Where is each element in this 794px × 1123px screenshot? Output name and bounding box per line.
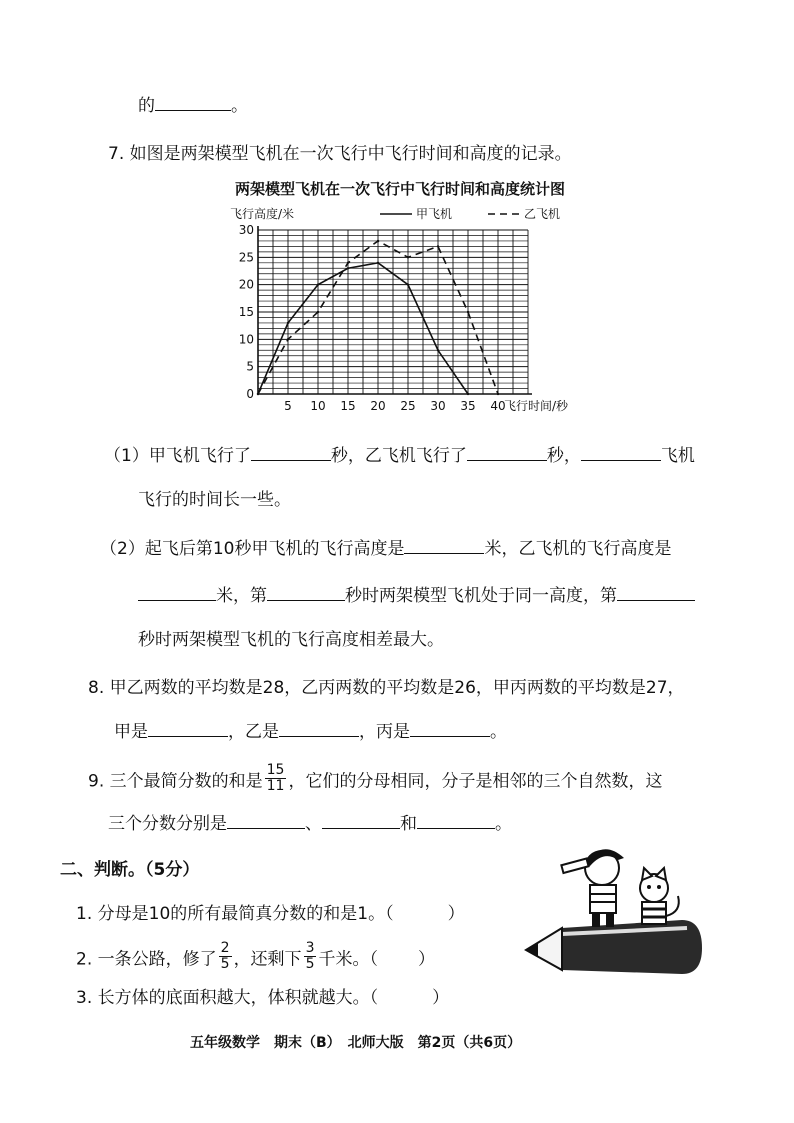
part-label: （2） <box>100 539 145 559</box>
question-text-2: ，它们的分母相同，分子是相邻的三个自然数，这 <box>288 771 663 792</box>
part-text-2: 米，乙飞机的飞行高度是 <box>484 539 672 559</box>
x-tick-label: 35 <box>460 399 476 413</box>
flight-chart <box>180 172 620 417</box>
fraction <box>219 941 232 972</box>
data-point <box>437 349 439 351</box>
data-point <box>467 311 469 313</box>
part-text-4: 飞机 <box>660 446 695 466</box>
answer-blank[interactable] <box>227 812 305 829</box>
question-9-answers <box>108 812 512 836</box>
y-tick-label: 0 <box>246 387 254 401</box>
question-7-part-1 <box>104 444 695 468</box>
data-point <box>407 256 409 258</box>
end-mark: 。 <box>495 814 512 834</box>
question-9 <box>88 762 663 797</box>
answer-blank[interactable] <box>251 444 331 461</box>
answer-blank[interactable] <box>417 812 495 829</box>
question-7-part-2 <box>100 537 671 561</box>
paren-close: ） <box>447 904 465 924</box>
x-tick-label: 40 <box>490 399 506 413</box>
x-tick-label: 20 <box>370 399 386 413</box>
label-bing: ，丙是 <box>359 722 410 742</box>
item-text: 分母是10的所有最简真分数的和是1。（ <box>97 904 394 924</box>
y-tick-label: 10 <box>238 332 254 347</box>
answer-blank[interactable] <box>322 812 400 829</box>
x-tick-label: 10 <box>310 399 326 413</box>
fraction <box>304 941 317 972</box>
end-mark: 。 <box>490 722 507 742</box>
item-number: 2. <box>76 949 93 970</box>
question-7-part-2-line2 <box>138 584 695 608</box>
answer-blank[interactable] <box>267 584 345 601</box>
paren-close: ） <box>417 949 435 970</box>
part-text-1: 起飞后第10秒甲飞机的飞行高度是 <box>144 539 405 559</box>
y-tick-label: 15 <box>238 305 254 319</box>
data-point <box>347 267 349 269</box>
answer-blank[interactable] <box>138 584 216 601</box>
answer-blank[interactable] <box>404 537 484 554</box>
question-number: 7. <box>108 144 125 164</box>
question-number: 9. <box>88 771 105 792</box>
answer-blank[interactable] <box>581 444 661 461</box>
x-tick-label: 30 <box>430 399 446 413</box>
fraction-numerator: 15 <box>266 762 285 778</box>
part-text-5: 飞行的时间长一些。 <box>138 490 291 510</box>
question-8-answers <box>114 720 507 744</box>
section-title: 二、判断。（5分） <box>60 860 200 880</box>
question-7 <box>108 142 572 166</box>
judge-item-1 <box>76 902 465 926</box>
part-label: （1） <box>104 446 149 466</box>
data-point <box>347 262 349 264</box>
question-8 <box>88 676 685 700</box>
data-point <box>377 262 379 264</box>
item-text-3: 千米。（ <box>318 949 378 970</box>
page-footer: 五年级数学 期末（B） 北师大版 第2页（共6页） <box>190 1035 522 1051</box>
fraction-denominator: 5 <box>220 956 230 972</box>
answer-blank[interactable] <box>279 720 359 737</box>
answer-blank[interactable] <box>148 720 228 737</box>
y-tick-label: 30 <box>238 223 254 237</box>
judge-item-2 <box>76 940 435 975</box>
part-text-2: 秒，乙飞机飞行了 <box>330 446 467 466</box>
question-7-part-1-cont <box>138 488 291 512</box>
answer-blank[interactable] <box>155 94 231 111</box>
part-text-3: 秒， <box>546 446 581 466</box>
answer-blank[interactable] <box>467 444 547 461</box>
part-text-3: 米，第 <box>216 586 267 606</box>
fraction <box>265 763 287 794</box>
answer-blank[interactable] <box>617 584 695 601</box>
part-text-5: 秒时两架模型飞机的飞行高度相差最大。 <box>138 630 444 650</box>
data-point <box>497 393 499 395</box>
item-text-2: ，还剩下 <box>233 949 302 970</box>
item-text-1: 一条公路，修了 <box>97 949 217 970</box>
data-point <box>437 245 439 247</box>
question-text-1: 三个最简分数的和是 <box>109 771 263 792</box>
tail-end: 。 <box>231 96 248 116</box>
fraction-denominator: 11 <box>266 778 285 794</box>
question-text: 如图是两架模型飞机在一次飞行中飞行时间和高度的记录。 <box>129 144 572 164</box>
fraction-numerator: 3 <box>305 940 315 956</box>
question-number: 8. <box>88 678 105 698</box>
y-axis-label: 飞行高度/米 <box>230 207 295 221</box>
y-tick-label: 20 <box>238 277 254 292</box>
chart-title: 两架模型飞机在一次飞行中飞行时间和高度统计图 <box>234 180 566 198</box>
item-number: 1. <box>76 904 93 924</box>
label-yi: ，乙是 <box>228 722 279 742</box>
item-number: 3. <box>76 988 93 1008</box>
separator: 、 <box>305 814 322 834</box>
data-point <box>407 283 409 285</box>
data-point <box>467 393 469 395</box>
paren-close: ） <box>432 988 450 1008</box>
judge-item-3 <box>76 986 449 1010</box>
answer-blank[interactable] <box>410 720 490 737</box>
x-tick-label: 25 <box>400 399 416 413</box>
part-text-1: 甲飞机飞行了 <box>148 446 251 466</box>
answer-label: 三个分数分别是 <box>108 814 227 834</box>
y-tick-label: 5 <box>246 359 254 374</box>
y-tick-label: 25 <box>238 250 254 265</box>
question-text: 甲乙两数的平均数是28，乙丙两数的平均数是26，甲丙两数的平均数是27， <box>109 678 685 698</box>
label-jia: 甲是 <box>114 722 148 742</box>
prev-question-tail <box>138 94 248 118</box>
tail-text: 的 <box>138 96 155 116</box>
data-point <box>317 311 319 313</box>
data-point <box>287 322 289 324</box>
question-7-part-2-line3 <box>138 628 444 652</box>
data-point <box>377 240 379 242</box>
part-text-4: 秒时两架模型飞机处于同一高度，第 <box>345 586 617 606</box>
separator: 和 <box>400 814 417 834</box>
pencil-cartoon-illustration <box>522 838 708 988</box>
fraction-denominator: 5 <box>305 956 315 972</box>
data-point <box>257 393 259 395</box>
x-tick-label: 5 <box>284 399 292 413</box>
legend-label: 乙飞机 <box>524 207 561 221</box>
x-tick-label: 15 <box>340 399 356 413</box>
legend-label: 甲飞机 <box>416 207 453 221</box>
x-axis-label: 飞行时间/秒 <box>504 399 569 413</box>
data-point <box>317 283 319 285</box>
item-text: 长方体的底面积越大，体积就越大。（ <box>97 988 379 1008</box>
data-point <box>287 338 289 340</box>
fraction-numerator: 2 <box>220 940 230 956</box>
